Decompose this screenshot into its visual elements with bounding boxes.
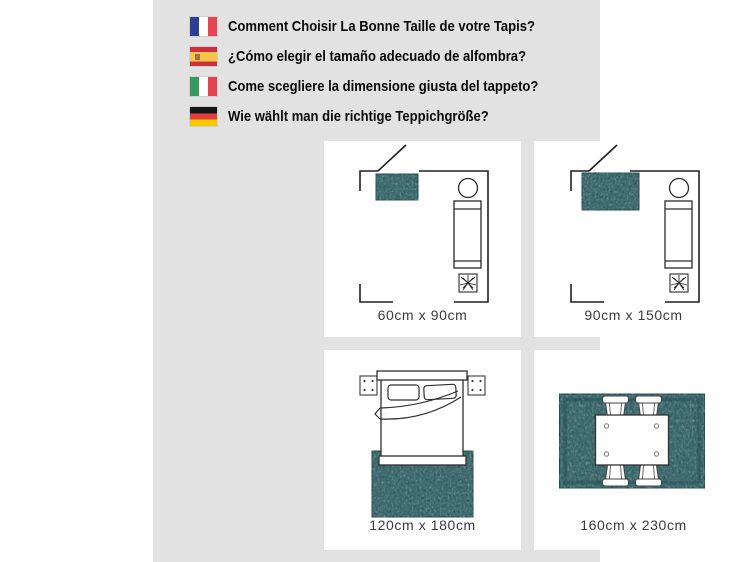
france-flag-icon — [190, 17, 217, 36]
bed-icon — [375, 371, 467, 465]
door-swing-line — [589, 145, 617, 171]
header-row-spanish — [190, 46, 571, 66]
pillow-left — [388, 385, 419, 400]
bed-top-view-svg — [324, 350, 521, 522]
panel-rug-120x180 — [324, 350, 521, 550]
plant-icon — [459, 274, 477, 292]
nightstand-left-icon — [360, 376, 377, 395]
header-text-spanish: ¿Cómo elegir el tamaño adecuado de alfombra? — [228, 47, 527, 65]
floor-plan-medium-rug-svg — [534, 141, 733, 311]
germany-flag-icon — [190, 107, 217, 126]
side-table-icon — [670, 179, 689, 198]
size-label-120x180: 120cm x 180cm — [369, 517, 476, 533]
rug-90x150-swatch — [582, 173, 639, 210]
bed-icon — [454, 201, 481, 268]
header-text-italian: Come scegliere la dimensione giusta del tappeto? — [228, 77, 539, 95]
italy-flag-icon — [190, 77, 217, 96]
header-row-german — [190, 106, 528, 126]
floor-plan-small-rug-svg — [324, 141, 521, 311]
size-label-90x150: 90cm x 150cm — [584, 307, 683, 323]
panel-rug-160x230 — [534, 350, 733, 550]
size-label-60x90: 60cm x 90cm — [377, 307, 468, 323]
bed-icon — [665, 201, 692, 268]
header-text-german: Wie wählt man die richtige Teppichgröße? — [228, 107, 489, 125]
header-row-french — [190, 16, 581, 36]
panel-rug-60x90 — [324, 141, 521, 337]
dining-set-top-view-svg — [534, 350, 733, 522]
headboard — [377, 371, 467, 380]
size-label-160x230: 160cm x 230cm — [580, 517, 687, 533]
header-row-italian — [190, 76, 585, 96]
rug-60x90-swatch — [376, 174, 418, 200]
footboard — [379, 456, 466, 465]
content-column — [153, 0, 687, 562]
plant-icon — [670, 274, 688, 292]
side-table-icon — [459, 179, 478, 198]
nightstand-right-icon — [468, 376, 485, 395]
panel-rug-90x150 — [534, 141, 733, 337]
dining-table-icon — [596, 415, 669, 465]
header-text-french: Comment Choisir La Bonne Taille de votre Tapis? — [228, 17, 535, 35]
spain-flag-icon — [190, 47, 217, 66]
door-swing-line — [378, 145, 406, 171]
